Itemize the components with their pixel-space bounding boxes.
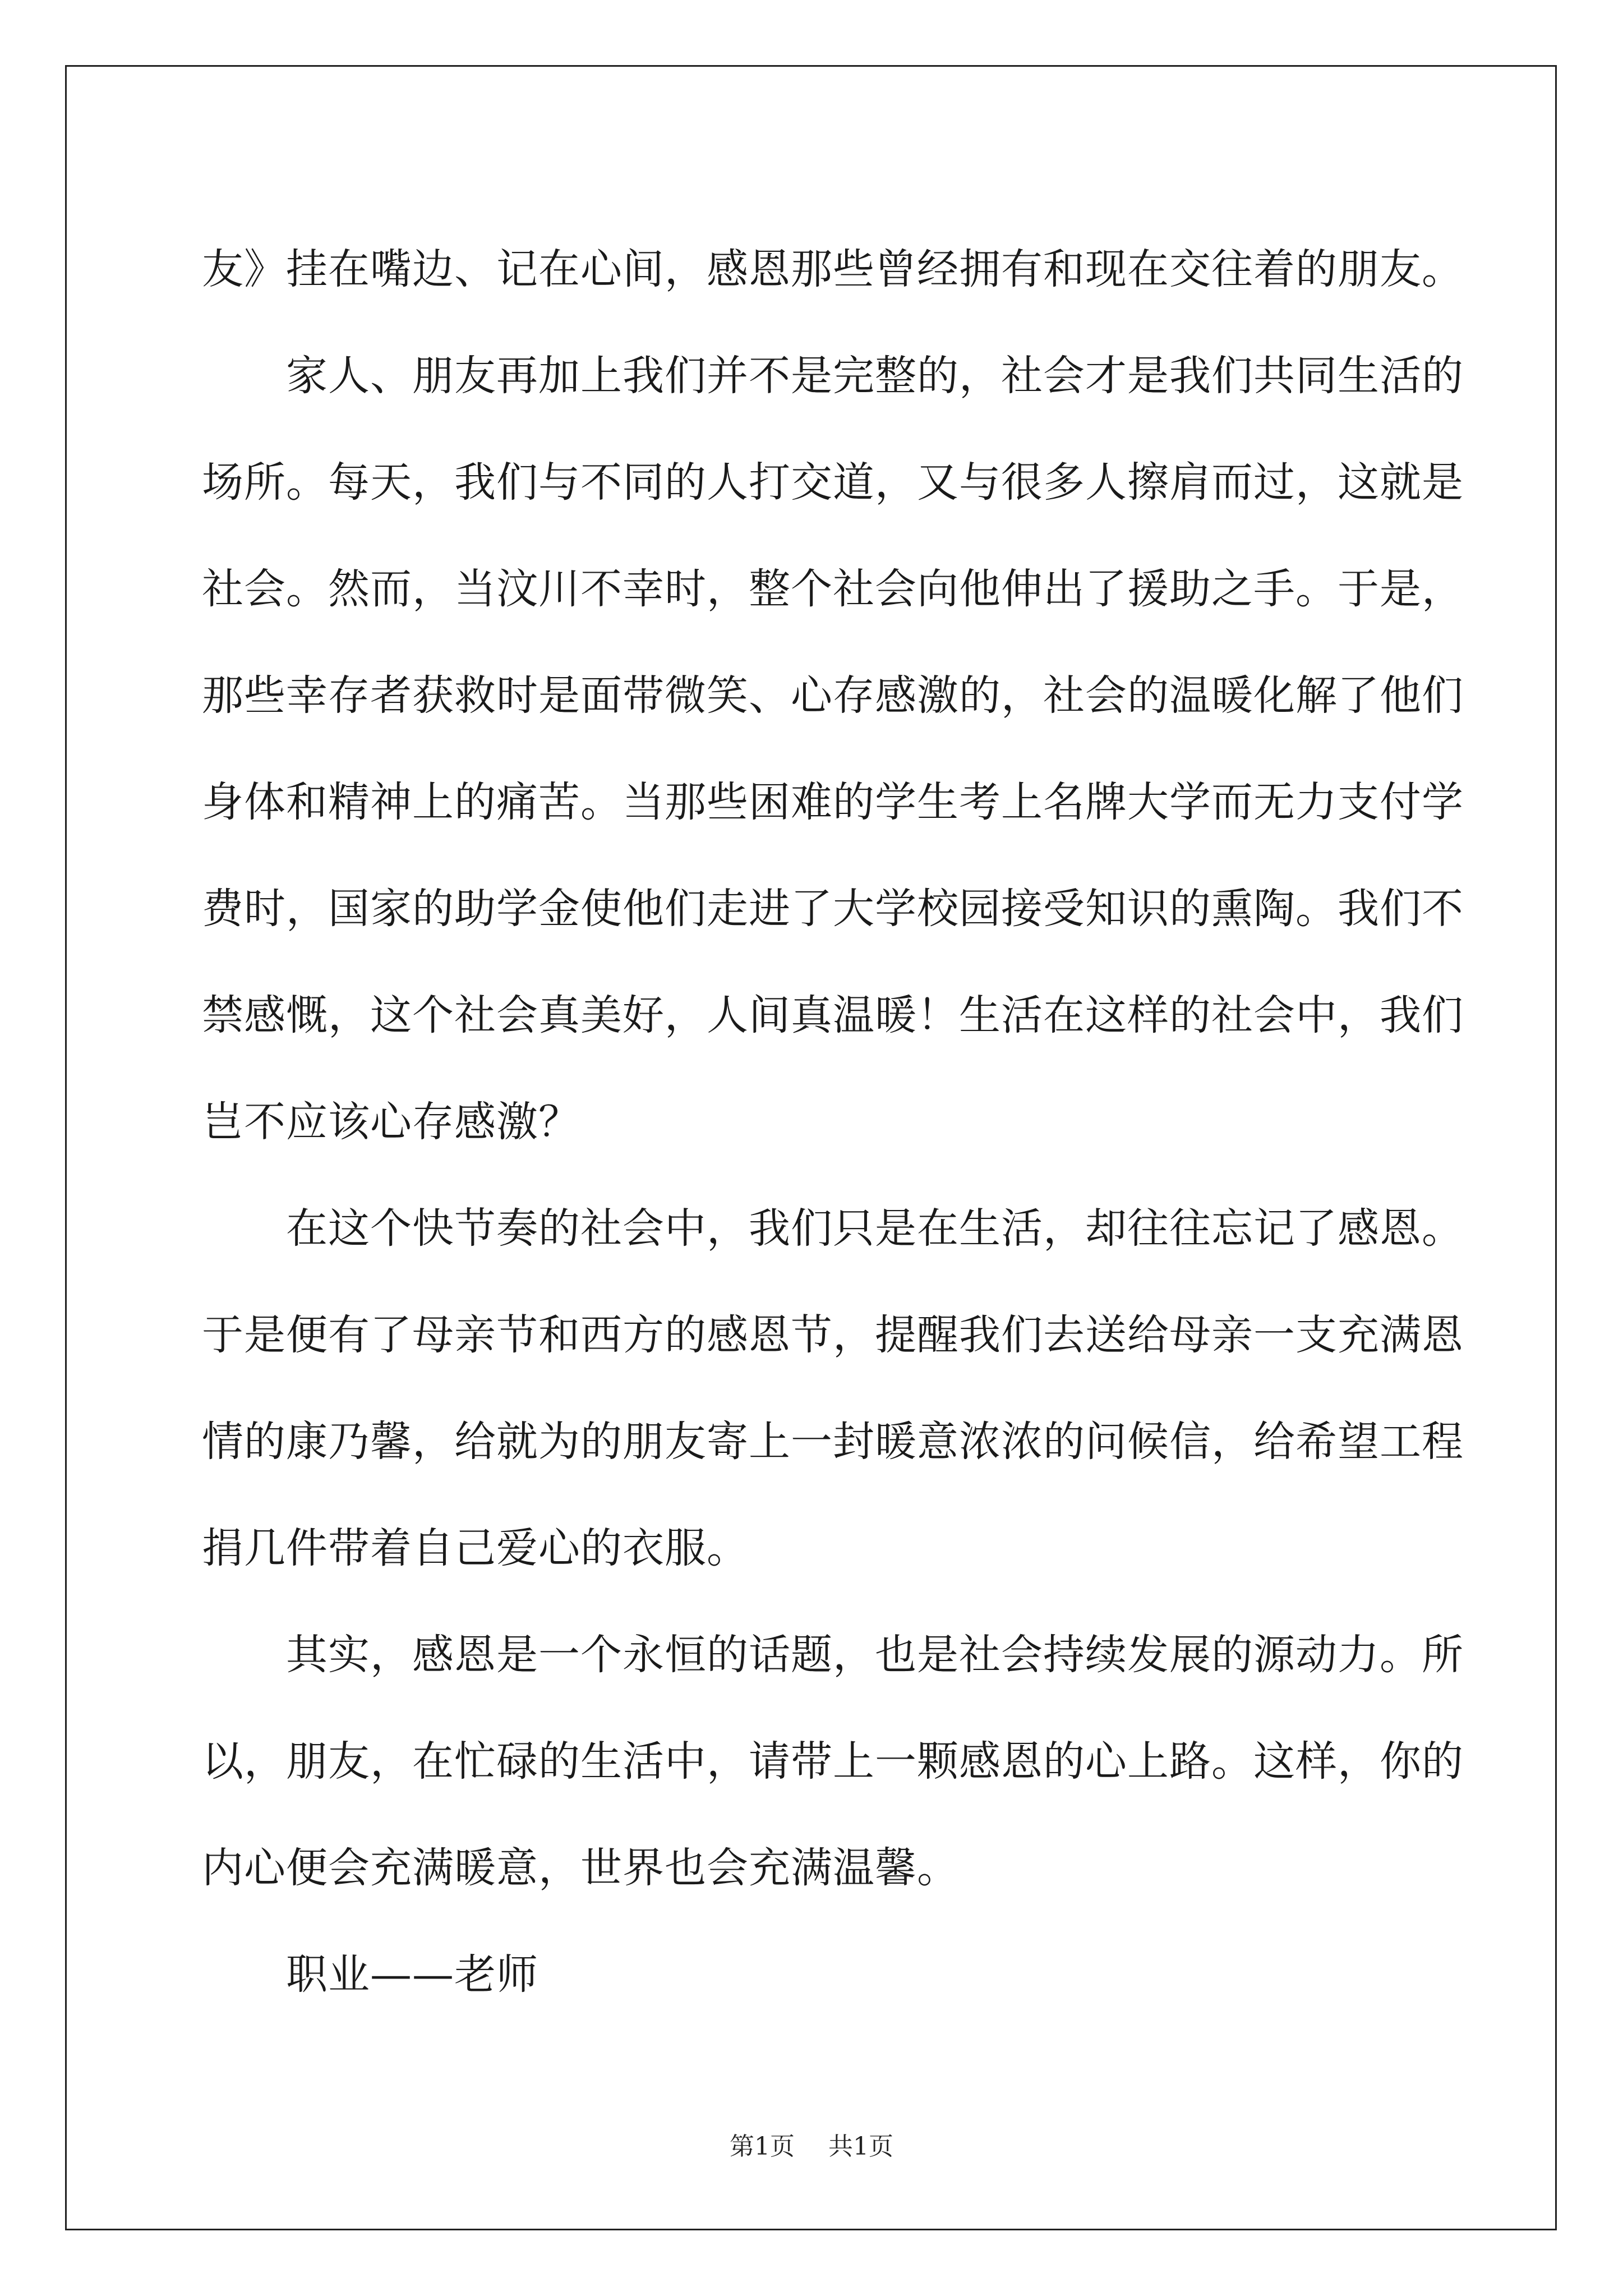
text-line: 费时，国家的助学金使他们走进了大学校园接受知识的熏陶。我们不 <box>202 885 1464 933</box>
text-line: 内心便会充满暖意，世界也会充满温馨。 <box>202 1844 959 1892</box>
page-number-current: 第1页 <box>730 2132 795 2161</box>
text-line: 捐几件带着自己爱心的衣服。 <box>202 1524 749 1572</box>
text-line: 以，朋友，在忙碌的生活中，请带上一颗感恩的心上路。这样，你的 <box>202 1737 1464 1786</box>
text-line: 情的康乃馨，给就为的朋友寄上一封暖意浓浓的问候信，给希望工程 <box>202 1418 1464 1466</box>
text-line: 职业——老师 <box>286 1950 538 1999</box>
text-line: 岂不应该心存感激？ <box>202 1098 580 1146</box>
text-line: 其实，感恩是一个永恒的话题，也是社会持续发展的源动力。所 <box>286 1631 1464 1679</box>
text-line: 那些幸存者获救时是面带微笑、心存感激的，社会的温暖化解了他们 <box>202 671 1464 720</box>
page-number-total: 共1页 <box>828 2132 893 2161</box>
text-line: 于是便有了母亲节和西方的感恩节，提醒我们去送给母亲一支充满恩 <box>202 1311 1464 1359</box>
text-line: 社会。然而，当汶川不幸时，整个社会向他伸出了援助之手。于是， <box>202 565 1464 613</box>
text-line: 在这个快节奏的社会中，我们只是在生活，却往往忘记了感恩。 <box>286 1204 1464 1253</box>
document-body <box>202 216 1464 2028</box>
text-line: 禁感慨，这个社会真美好，人间真温暖！生活在这样的社会中，我们 <box>202 991 1464 1039</box>
text-line: 家人、朋友再加上我们并不是完整的，社会才是我们共同生活的 <box>286 352 1464 400</box>
page-footer <box>0 2126 1623 2162</box>
text-line: 场所。每天，我们与不同的人打交道，又与很多人擦肩而过，这就是 <box>202 458 1464 507</box>
text-line: 友》挂在嘴边、记在心间，感恩那些曾经拥有和现在交往着的朋友。 <box>202 245 1464 293</box>
text-line: 身体和精神上的痛苦。当那些困难的学生考上名牌大学而无力支付学 <box>202 778 1464 826</box>
